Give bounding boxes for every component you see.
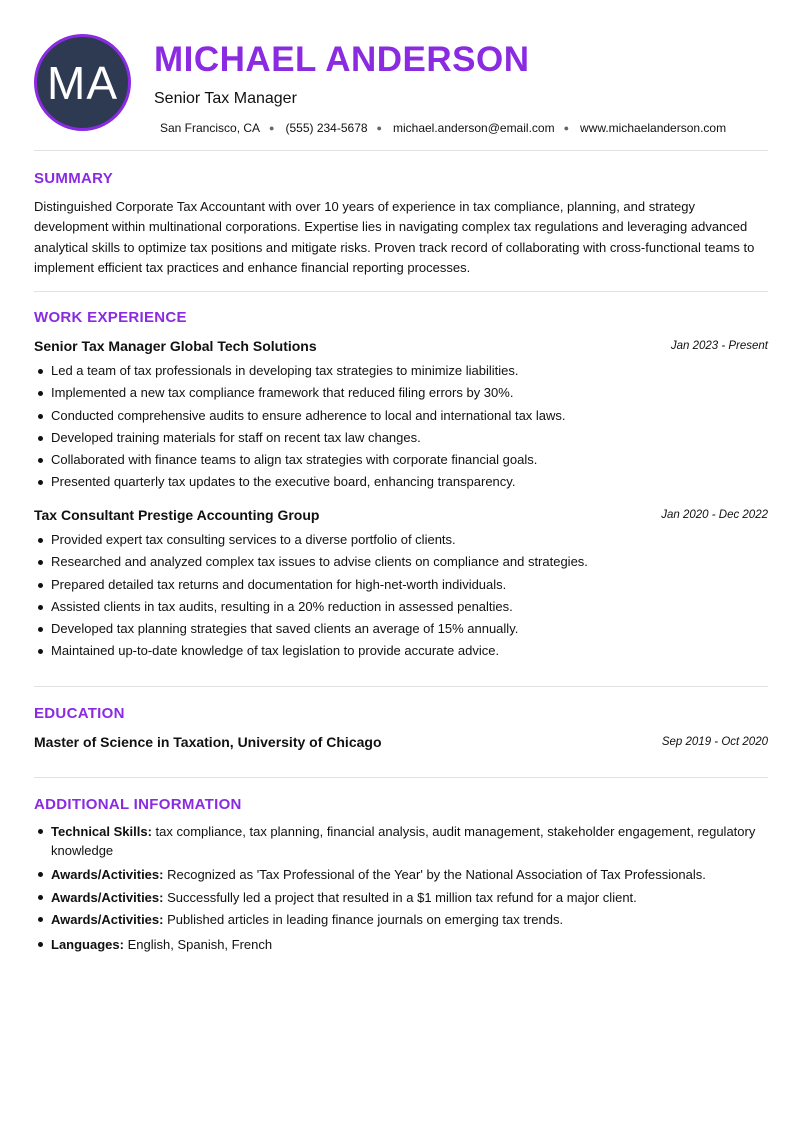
summary-text: Distinguished Corporate Tax Accountant with over 10 years of experience in tax compliance, planning, and strategy development within multinational corporations. Expertise lies in navigating complex tax regulations and leveraging advanced analytical skills to optimize tax positions and mitigate risks. Proven track record of collaborating with cross-functional teams to implement efficient tax practices and enhance financial reporting processes. [34, 199, 755, 275]
info-label: Technical Skills: [51, 824, 152, 839]
info-text: tax compliance, tax planning, financial analysis, audit management, stakeholder engagement, regulatory knowledge [51, 824, 756, 858]
job-dates: Jan 2023 - Present [670, 340, 768, 352]
education-dates: Sep 2019 - Oct 2020 [661, 736, 768, 748]
separator-dot: ● [376, 123, 382, 133]
candidate-name: MICHAEL ANDERSON [154, 40, 530, 79]
list-item: Researched and analyzed complex tax issues to advise clients on compliance and strategies. [34, 553, 768, 575]
contact-location: San Francisco, CA [160, 121, 261, 135]
divider [34, 291, 768, 292]
info-label: Awards/Activities: [51, 867, 164, 882]
info-text: English, Spanish, French [127, 937, 273, 952]
divider [34, 150, 768, 151]
separator-dot: ● [269, 123, 275, 133]
info-text: Recognized as 'Tax Professional of the Year' by the National Association of Tax Professionals. [167, 867, 706, 882]
job-bullets [34, 362, 768, 496]
list-item: Implemented a new tax compliance framework that reduced filing errors by 30%. [34, 384, 768, 406]
avatar: MA [34, 34, 131, 131]
list-item [34, 822, 768, 860]
contact-email[interactable]: michael.anderson@email.com [392, 121, 555, 135]
job-title: Senior Tax Manager Global Tech Solutions [34, 338, 317, 354]
divider [34, 686, 768, 687]
education-heading: EDUCATION [34, 705, 125, 722]
summary-heading: SUMMARY [34, 170, 114, 187]
list-item [34, 935, 768, 954]
contact-phone: (555) 234-5678 [285, 121, 368, 135]
separator-dot: ● [563, 123, 570, 133]
info-label: Awards/Activities: [51, 912, 164, 927]
list-item: Presented quarterly tax updates to the executive board, enhancing transparency. [34, 473, 768, 495]
job-header [34, 507, 768, 525]
list-item: Developed training materials for staff on recent tax law changes. [34, 429, 768, 451]
contact-website[interactable]: www.michaelanderson.com [580, 121, 727, 135]
additional-info-list [34, 822, 768, 954]
candidate-role: Senior Tax Manager [154, 90, 297, 107]
list-item: Assisted clients in tax audits, resulting in a 20% reduction in assessed penalties. [34, 598, 768, 620]
resume-header [34, 34, 768, 138]
divider [34, 777, 768, 778]
job-bullets [34, 531, 768, 665]
list-item: Maintained up-to-date knowledge of tax legislation to provide accurate advice. [34, 642, 768, 664]
list-item: Developed tax planning strategies that saved clients an average of 15% annually. [34, 620, 768, 642]
list-item [34, 865, 768, 884]
job-dates: Jan 2020 - Dec 2022 [661, 509, 768, 521]
degree: Master of Science in Taxation, University of Chicago [34, 734, 382, 750]
info-text: Successfully led a project that resulted in a $1 million tax refund for a major client. [167, 889, 637, 905]
education-entry [34, 734, 768, 752]
list-item [34, 888, 768, 907]
experience-heading: WORK EXPERIENCE [34, 309, 187, 326]
list-item: Led a team of tax professionals in developing tax strategies to minimize liabilities. [34, 362, 768, 384]
additional-info-heading: ADDITIONAL INFORMATION [34, 796, 242, 813]
info-label: Awards/Activities: [51, 889, 164, 905]
info-text: Published articles in leading finance journals on emerging tax trends. [167, 912, 564, 927]
list-item: Prepared detailed tax returns and documentation for high-net-worth individuals. [34, 576, 768, 598]
contact-line [160, 121, 726, 135]
list-item: Collaborated with finance teams to align tax strategies with corporate financial goals. [34, 451, 768, 473]
job-header [34, 338, 768, 356]
job-title: Tax Consultant Prestige Accounting Group [34, 507, 320, 523]
info-label: Languages: [51, 937, 124, 952]
list-item: Conducted comprehensive audits to ensure adherence to local and international tax laws. [34, 407, 768, 429]
list-item [34, 910, 768, 929]
list-item: Provided expert tax consulting services to a diverse portfolio of clients. [34, 531, 768, 553]
